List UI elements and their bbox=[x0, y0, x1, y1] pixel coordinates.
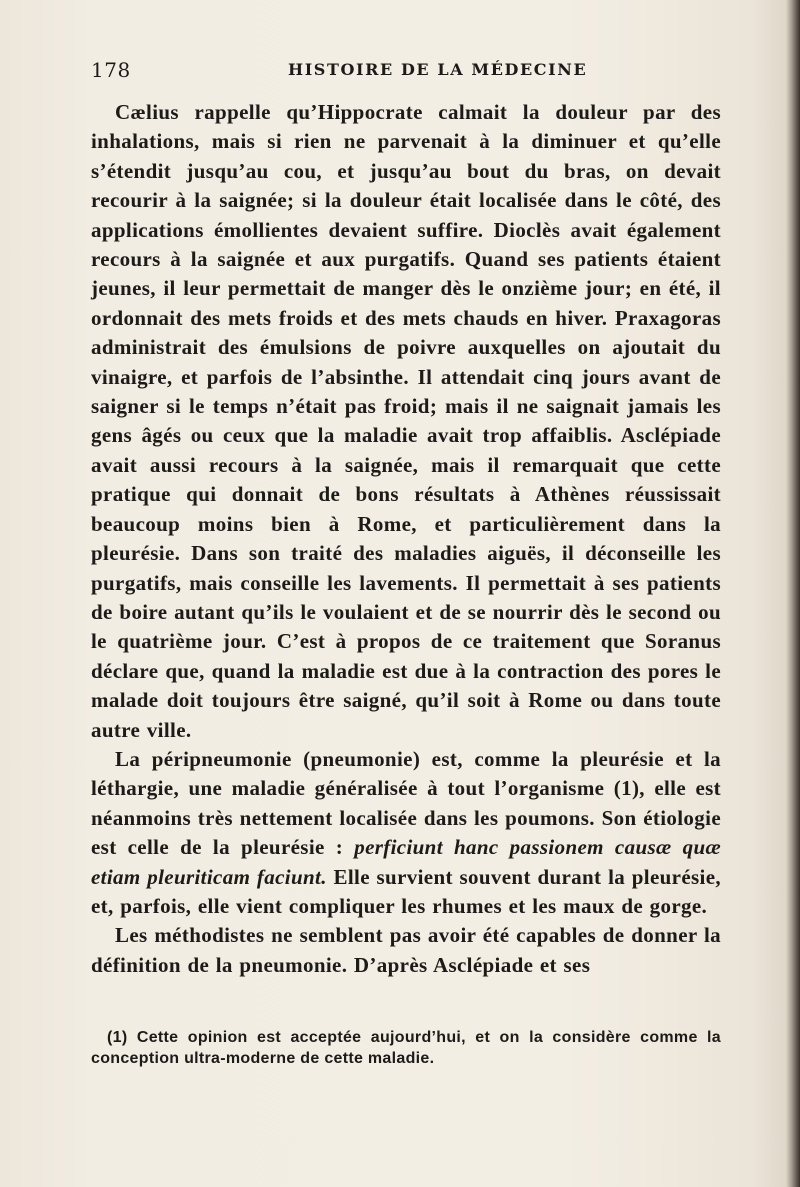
running-head bbox=[91, 58, 711, 88]
paragraph-methodists: Les méthodistes ne semblent pas avoir été capables de donner la définition de la pneumonie. D’après Asclépiade et ses bbox=[91, 923, 721, 977]
page-edge-shadow bbox=[786, 0, 800, 1187]
footnote bbox=[91, 1027, 721, 1069]
latin-quotation: perficiunt hanc passionem causæ quæ etiam pleuriticam faciunt. bbox=[91, 835, 722, 889]
paragraph-peripneumonia bbox=[91, 745, 721, 921]
page-number: 178 bbox=[91, 58, 131, 82]
footnote-text: (1) Cette opinion est acceptée aujourd’hui, et on la considère comme la conception ultra-moderne de cette maladie. bbox=[91, 1029, 721, 1067]
body-text bbox=[91, 98, 721, 980]
running-title: HISTOIRE DE LA MÉDECINE bbox=[288, 60, 588, 79]
paragraph-treatments: Cælius rappelle qu’Hippocrate calmait la douleur par des inhalations, mais si rien ne parvenait à la diminuer et qu’elle s’étendit jusqu’au cou, et jusqu’au bout du bras, on devait recourir à la saignée; si la douleur était localisée dans le côté, des applications émollientes devaient suffire. Dioclès avait également recours à la saignée et aux purgatifs. Quand ses patients étaient jeunes, il leur permettait de manger dès le onzième jour; en été, il ordonnait des mets froids et des mets chauds en hiver. Praxagoras administrait des émulsions de poivre auxquelles on ajoutait du vinaigre, et parfois de l’absinthe. Il attendait cinq jours avant de saigner si le temps n’était pas froid; mais il ne saignait jamais les gens âgés ou ceux que la maladie avait trop affaiblis. Asclépiade avait aussi recours à la saignée, mais il remarquait que cette pratique qui donnait de bons résultats à Athènes réussissait beaucoup moins bien à Rome, et particulièrement dans la pleurésie. Dans son traité des maladies aiguës, il déconseille les purgatifs, mais conseille les lavements. Il permettait à ses patients de boire autant qu’ils le voulaient et de se nourrir dès le second ou le quatrième jour. C’est à propos de ce traitement que Soranus déclare que, quand la maladie est due à la contraction des pores le malade doit toujours être saigné, qu’il soit à Rome ou dans toute autre ville. bbox=[91, 100, 721, 742]
paragraph-peripneumonia-text-a: La péripneumonie (pneumonie) est, comme la pleurésie et la léthargie, une maladie généralisée à tout l’organisme (1), elle est néanmoins très nettement localisée dans les poumons. Son étiologie est celle de la pleurésie : bbox=[91, 746, 721, 860]
paragraph-peripneumonia-text-b: Elle survient souvent durant la pleurésie, et, parfois, elle vient compliquer les rhumes et les maux de gorge. bbox=[91, 864, 721, 918]
